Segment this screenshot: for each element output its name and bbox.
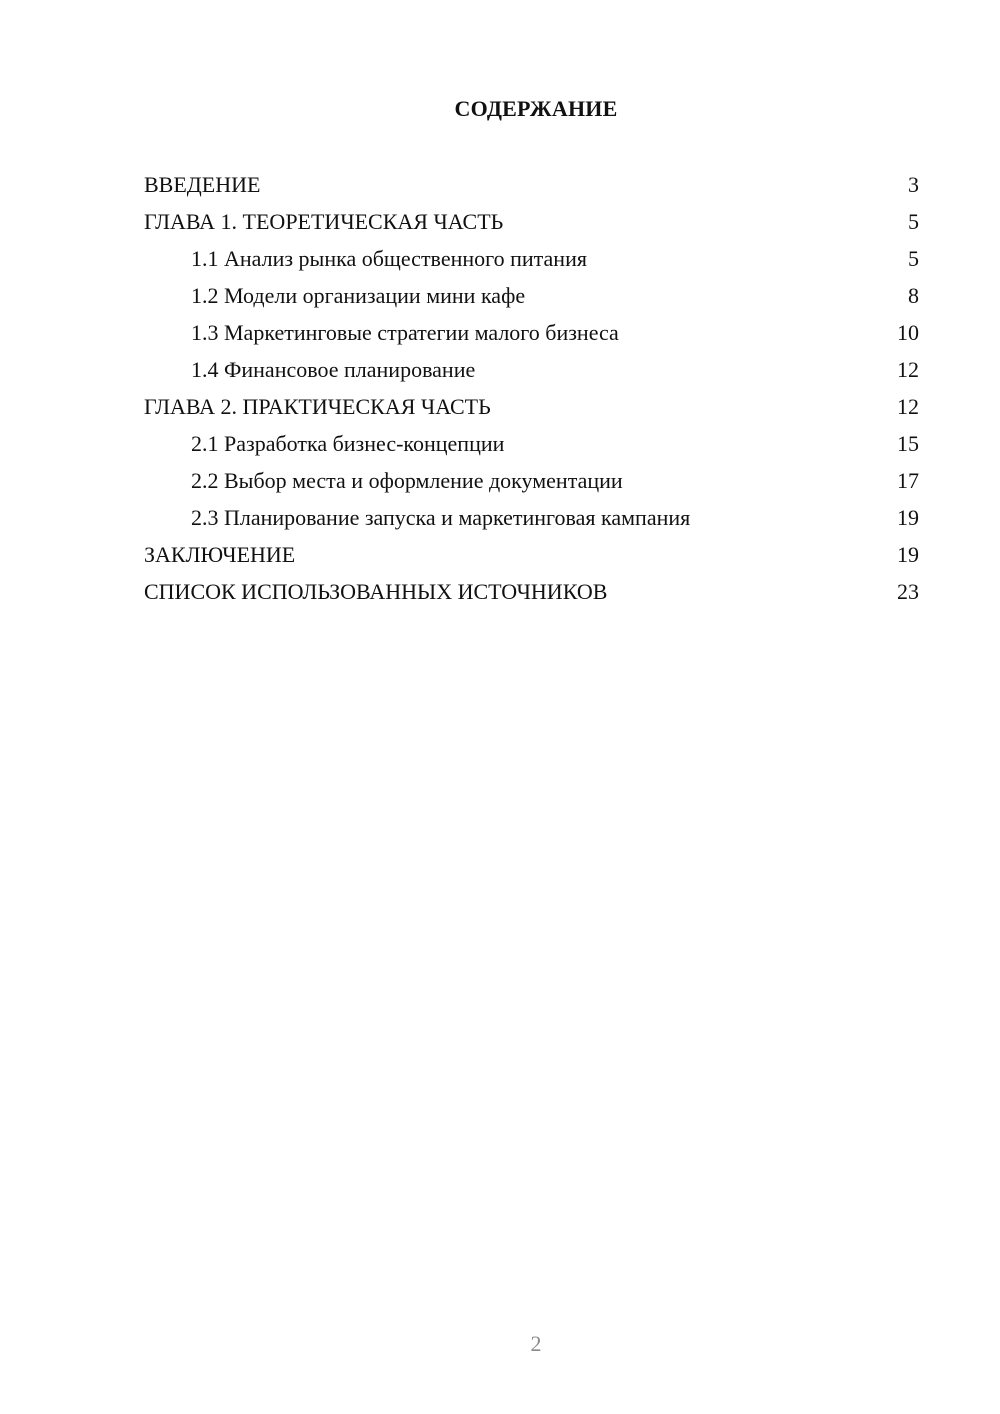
toc-entry-section-1-1[interactable] — [144, 240, 919, 277]
page-number: 2 — [530, 1331, 542, 1356]
toc-entry-section-1-4[interactable] — [144, 351, 919, 388]
toc-entry-page: 12 — [897, 357, 919, 382]
toc-entry-conclusion[interactable] — [144, 536, 919, 573]
table-of-contents — [144, 166, 919, 610]
toc-entry-page: 10 — [897, 320, 919, 345]
toc-entry-references[interactable] — [144, 573, 919, 610]
toc-entry-label: 1.1 Анализ рынка общественного питания — [191, 246, 587, 271]
toc-entry-page: 23 — [897, 579, 919, 604]
toc-entry-page: 5 — [908, 246, 919, 271]
toc-entry-section-1-2[interactable] — [144, 277, 919, 314]
toc-entry-label: ВВЕДЕНИЕ — [144, 172, 261, 197]
toc-entry-section-2-1[interactable] — [144, 425, 919, 462]
toc-entry-chapter-1[interactable] — [144, 203, 919, 240]
toc-entry-page: 17 — [897, 468, 919, 493]
toc-entry-label: 2.2 Выбор места и оформление документации — [191, 468, 623, 493]
toc-entry-chapter-2[interactable] — [144, 388, 919, 425]
toc-entry-page: 19 — [897, 505, 919, 530]
toc-entry-page: 3 — [908, 172, 919, 197]
toc-entry-page: 5 — [908, 209, 919, 234]
toc-entry-label: ГЛАВА 2. ПРАКТИЧЕСКАЯ ЧАСТЬ — [144, 394, 491, 419]
toc-entry-section-2-3[interactable] — [144, 499, 919, 536]
toc-entry-label: 1.4 Финансовое планирование — [191, 357, 476, 382]
toc-entry-label: СПИСОК ИСПОЛЬЗОВАННЫХ ИСТОЧНИКОВ — [144, 579, 608, 604]
toc-entry-page: 8 — [908, 283, 919, 308]
toc-entry-label: 2.3 Планирование запуска и маркетинговая кампания — [191, 505, 691, 530]
toc-entry-label: ГЛАВА 1. ТЕОРЕТИЧЕСКАЯ ЧАСТЬ — [144, 209, 504, 234]
toc-entry-introduction[interactable] — [144, 166, 919, 203]
toc-entry-page: 19 — [897, 542, 919, 567]
toc-entry-label: 1.2 Модели организации мини кафе — [191, 283, 526, 308]
toc-entry-label: 2.1 Разработка бизнес-концепции — [191, 431, 505, 456]
toc-entry-section-2-2[interactable] — [144, 462, 919, 499]
toc-entry-page: 12 — [897, 394, 919, 419]
toc-entry-page: 15 — [897, 431, 919, 456]
toc-entry-label: ЗАКЛЮЧЕНИЕ — [144, 542, 296, 567]
toc-entry-section-1-3[interactable] — [144, 314, 919, 351]
toc-title: СОДЕРЖАНИЕ — [454, 96, 618, 121]
toc-entry-label: 1.3 Маркетинговые стратегии малого бизнеса — [191, 320, 619, 345]
